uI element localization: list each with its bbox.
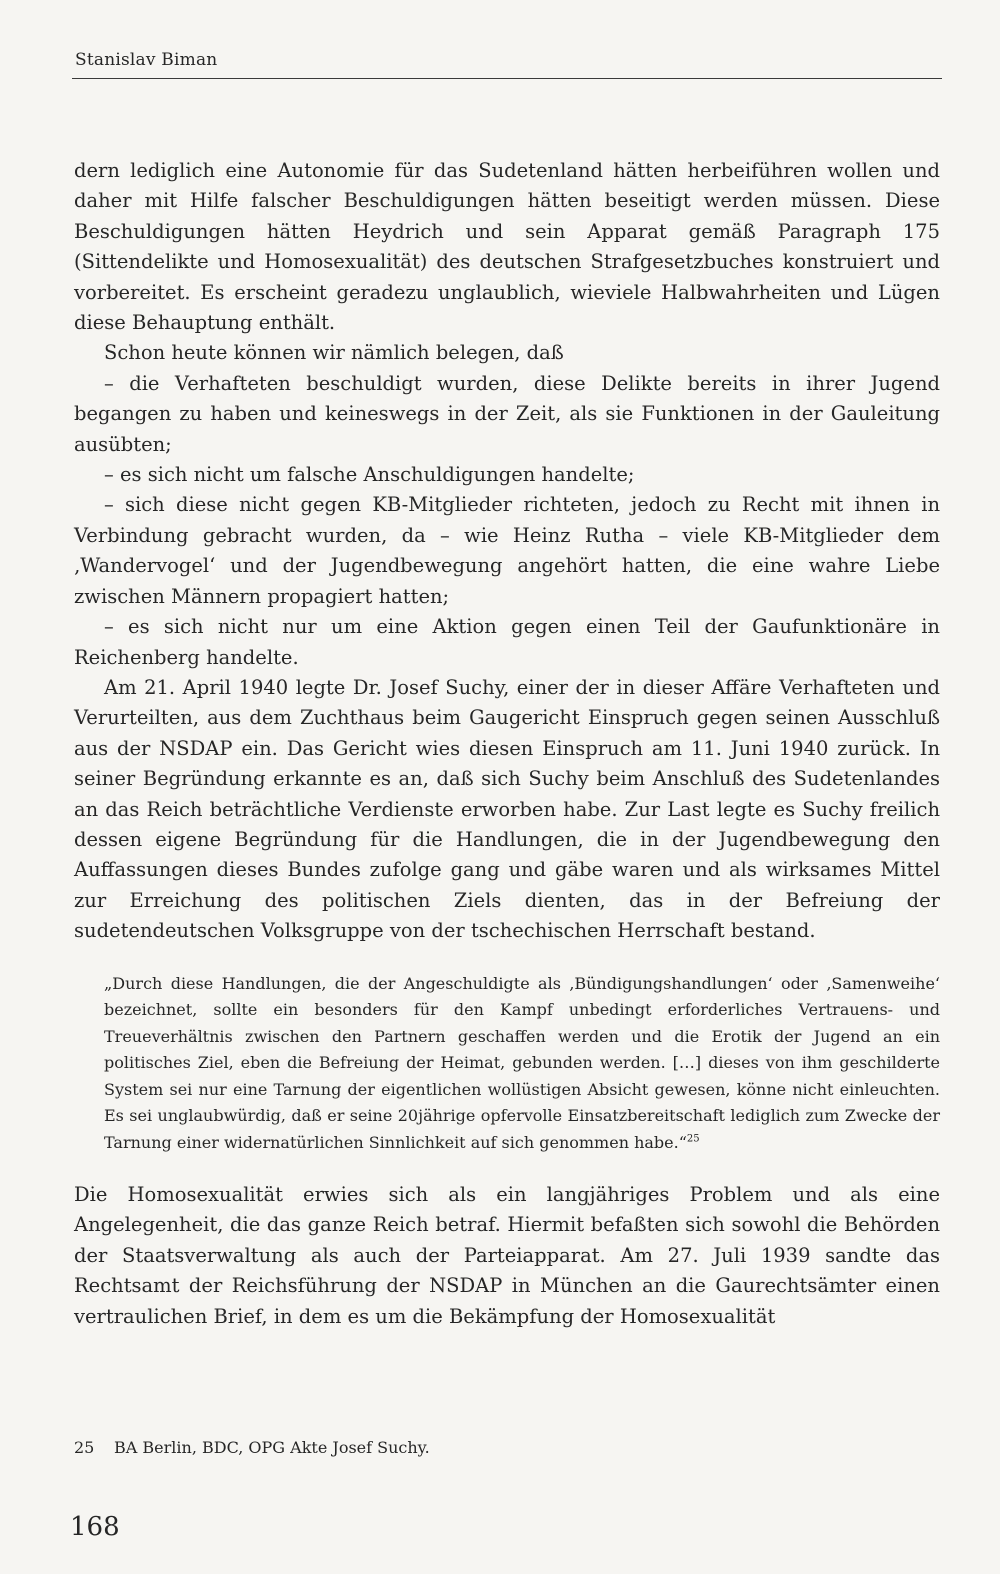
list-item: – die Verhafteten beschuldigt wurden, diese Delikte bereits in ihrer Jugend begangen zu haben und keineswegs in der Zeit, als sie Funktionen in der Gauleitung ausübten;: [74, 371, 940, 456]
header-rule: [72, 78, 942, 79]
footnote-ref[interactable]: 25: [686, 1133, 700, 1145]
page-number: 168: [70, 1512, 120, 1542]
footnote-number: 25: [74, 1438, 95, 1457]
block-quote: [104, 971, 940, 1157]
list-item: – sich diese nicht gegen KB-Mitglieder richteten, jedoch zu Recht mit ihnen in Verbindung gebracht wurden, da – wie Heinz Rutha – viele KB-Mitglieder dem ‚Wandervogel‘ und der Jugendbewegung angehört hatten, die eine wahre Liebe zwischen Männern propagiert hatten;: [74, 493, 940, 608]
footnote: [74, 1438, 940, 1457]
body-text: [74, 156, 940, 1332]
list-item: – es sich nicht nur um eine Aktion gegen einen Teil der Gaufunktionäre in Reichenberg handelte.: [74, 615, 940, 669]
paragraph: Schon heute können wir nämlich belegen, daß: [104, 341, 564, 365]
paragraph: Die Homosexualität erwies sich als ein langjähriges Problem und als eine Angelegenheit, die das ganze Reich betraf. Hiermit befaßten sich sowohl die Behörden der Staatsverwaltung als auch der Parteiapparat. Am 27. Juli 1939 sandte das Rechtsamt der Reichsführung der NSDAP in München an die Gaurechtsämter einen vertraulichen Brief, in dem es um die Bekämpfung der Homosexualität: [74, 1183, 940, 1328]
quote-text: „Durch diese Handlungen, die der Angeschuldigte als ‚Bündigungshandlungen‘ oder ‚Samenweihe‘ bezeichnet, sollte ein besonders für den Kampf unbedingt erforderliches Vertrauens- und Treueverhältnis zwischen den Partnern geschaffen werden und die Erotik der Jugend an ein politisches Ziel, eben die Befreiung der Heimat, gebunden werden. […] dieses von ihm geschilderte System sei nur eine Tarnung der eigentlichen wollüstigen Absicht gewesen, könne nicht einleuchten. Es sei unglaubwürdig, daß er seine 20jährige opfervolle Einsatzbereitschaft lediglich zum Zwecke der Tarnung einer widernatürlichen Sinnlichkeit auf sich genommen habe.“: [104, 973, 940, 1152]
footnote-text: BA Berlin, BDC, OPG Akte Josef Suchy.: [114, 1438, 430, 1457]
paragraph: Am 21. April 1940 legte Dr. Josef Suchy, einer der in dieser Affäre Verhafteten und Verurteilten, aus dem Zuchthaus beim Gaugericht Einspruch gegen seinen Ausschluß aus der NSDAP ein. Das Gericht wies diesen Einspruch am 11. Juni 1940 zurück. In seiner Begründung erkannte es an, daß sich Suchy beim Anschluß des Sudetenlandes an das Reich beträchtliche Verdienste erworben habe. Zur Last legte es Suchy freilich dessen eigene Begründung für die Handlungen, die in der Jugendbewegung den Auffassungen dieses Bundes zufolge gang und gäbe waren und als wirksames Mittel zur Erreichung des politischen Ziels dienten, das in der Befreiung der sudetendeutschen Volksgruppe von der tschechischen Herrschaft bestand.: [74, 675, 940, 943]
running-head: Stanislav Biman: [75, 50, 218, 70]
list-item: – es sich nicht um falsche Anschuldigungen handelte;: [104, 463, 635, 487]
paragraph: dern lediglich eine Autonomie für das Sudetenland hätten herbeiführen wollen und daher mit Hilfe falscher Beschuldigungen hätten beseitigt werden müssen. Diese Beschuldigungen hätten Heydrich und sein Apparat gemäß Paragraph 175 (Sittendelikte und Homosexualität) des deutschen Strafgesetzbuches konstruiert und vorbereitet. Es erscheint geradezu unglaublich, wieviele Halbwahrheiten und Lügen diese Behauptung enthält.: [74, 159, 940, 335]
